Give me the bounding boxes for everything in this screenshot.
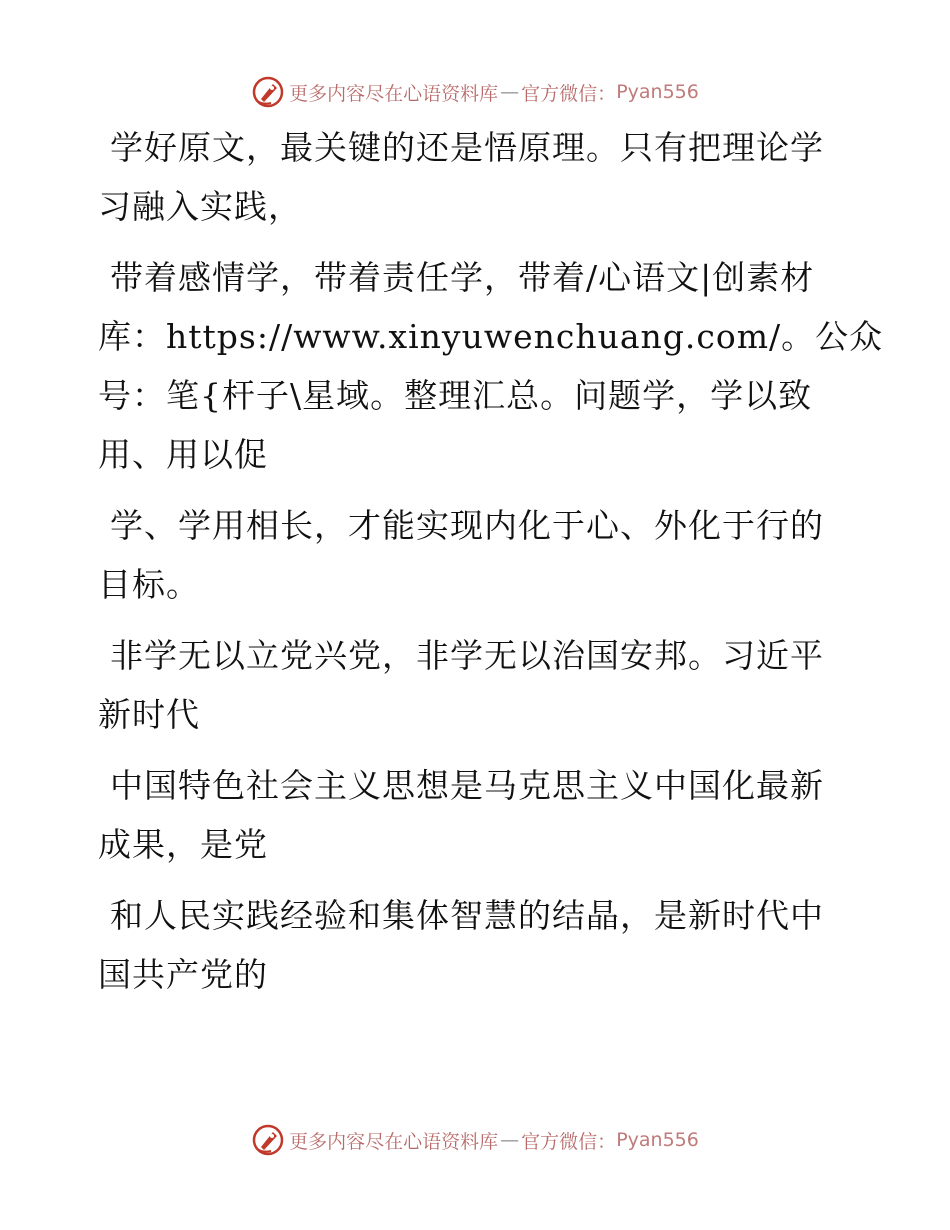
text-line: 学、学用相长，才能实现内化于心、外化于行的 [110,506,824,545]
paragraph [98,886,838,1004]
footer-separator: — [500,1129,520,1151]
text-line: 中国特色社会主义思想是马克思主义中国化最新 [110,766,824,805]
document-body [98,118,884,1016]
footer-wechat-id: Pyan556 [616,1129,699,1151]
header-separator: — [500,81,520,103]
header-banner-text: 更多内容尽在心语资料库 [289,82,499,105]
paragraph [98,626,838,744]
footer-banner [0,1120,950,1160]
text-line: 学好原文，最关键的还是悟原理。只有把理论学 [110,128,824,167]
footer-wechat-label: 官方微信： [521,1130,617,1153]
text-line: 用、用以促 [98,435,268,474]
pen-nib-logo-icon [251,75,285,109]
text-line: 成果，是党 [98,825,268,864]
text-line: 和人民实践经验和集体智慧的结晶，是新时代中 [110,896,824,935]
text-line: 库：https://www.xinyuwenchuang.com/。公众 [98,317,884,356]
paragraph [98,496,838,614]
text-line: 号：笔{杆子\星域。整理汇总。问题学，学以致 [98,376,813,415]
text-line: 带着感情学，带着责任学，带着/心语文|创素材 [110,258,815,297]
paragraph [98,118,838,236]
text-line: 习融入实践， [98,187,302,226]
text-line: 国共产党的 [98,955,268,994]
paragraph [98,756,838,874]
pen-nib-logo-icon [251,1123,285,1157]
paragraph [98,248,884,484]
text-line: 非学无以立党兴党，非学无以治国安邦。习近平 [110,636,824,675]
header-wechat-id: Pyan556 [616,81,699,103]
text-line: 目标。 [98,565,200,604]
header-banner [0,72,950,112]
header-wechat-label: 官方微信： [521,82,617,105]
footer-banner-text: 更多内容尽在心语资料库 [289,1130,499,1153]
text-line: 新时代 [98,695,200,734]
